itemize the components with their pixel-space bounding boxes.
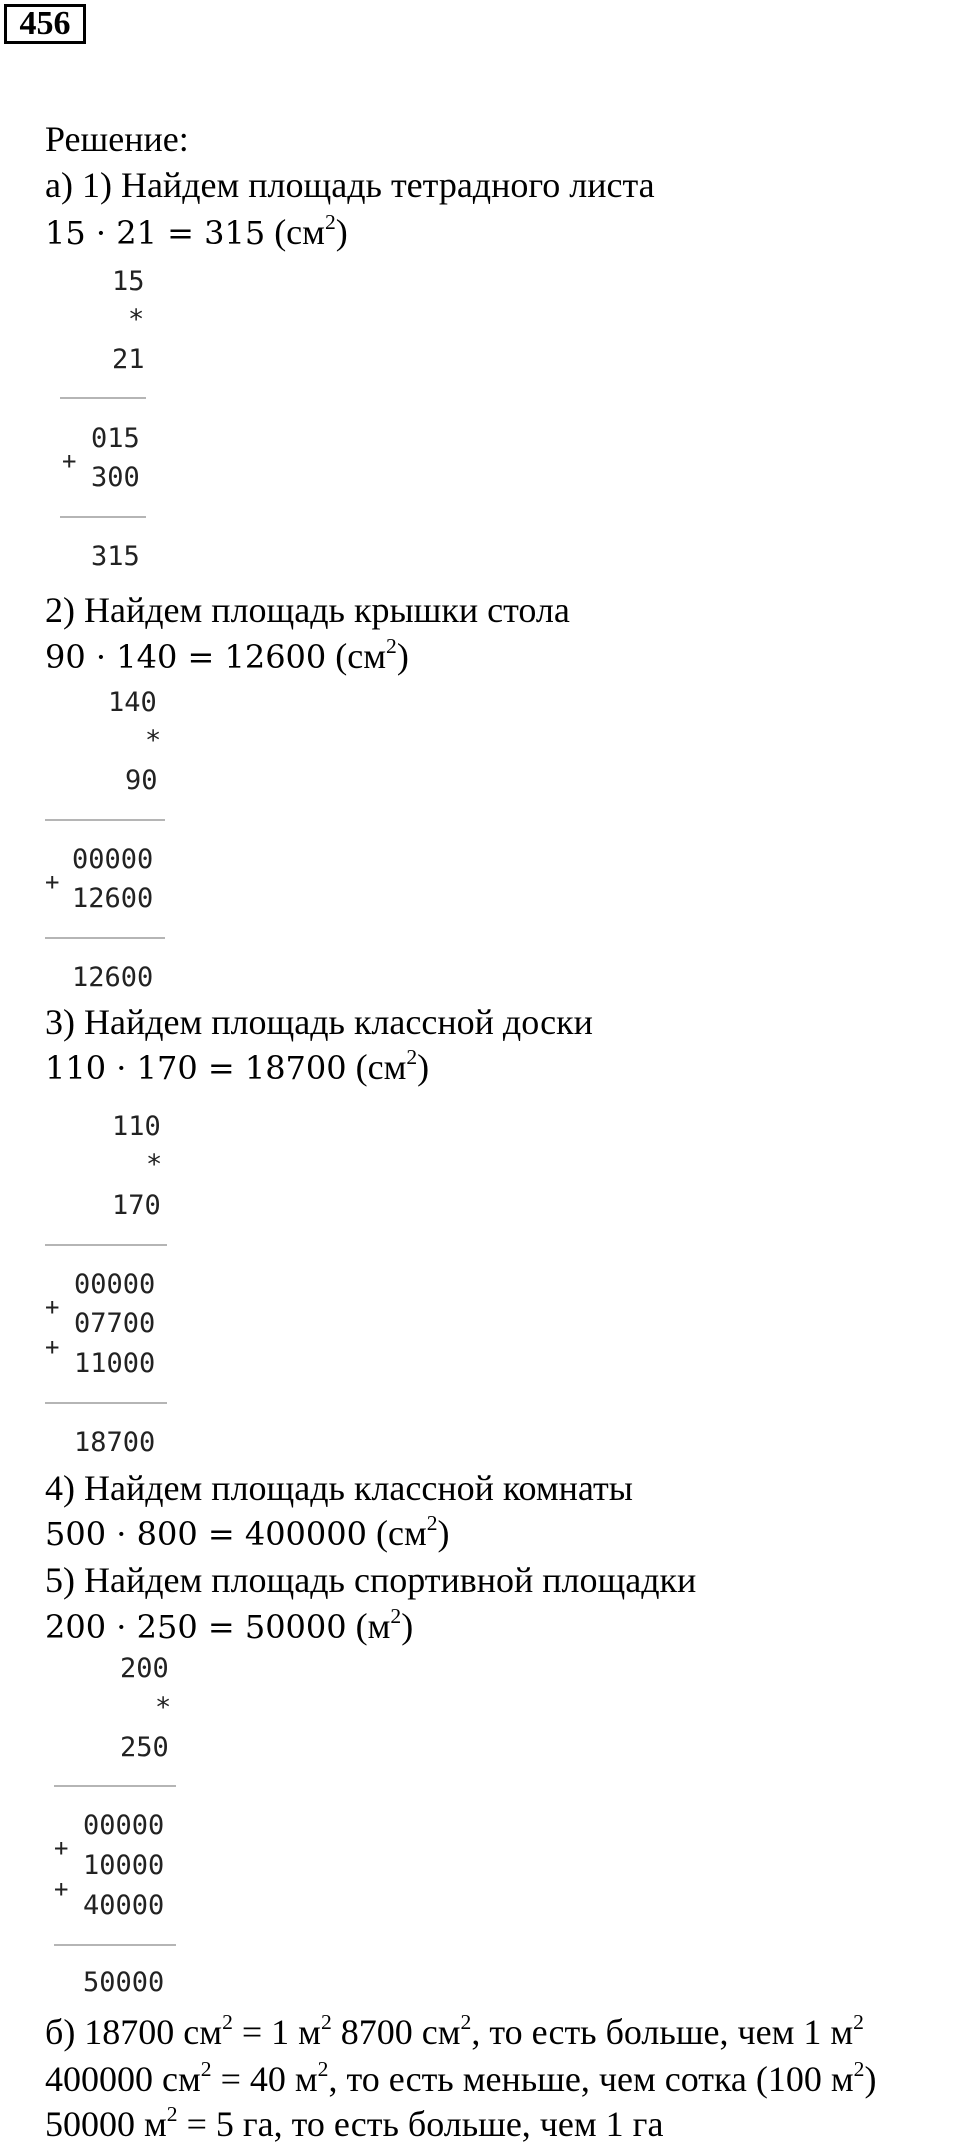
step5-multiplicand: 200 <box>120 1653 169 1684</box>
step1-rule-bottom <box>60 516 146 518</box>
step1-rule-top <box>60 397 146 399</box>
step2-plus-sign: + <box>45 868 60 896</box>
step3-equation-expr: 110 · 170 = 18700 <box>45 1049 347 1087</box>
step1-partial-1: 015 <box>91 423 140 454</box>
part-b-line-3: 50000 $м^2 = 5$ га, то есть больше, чем 1 га <box>45 2101 664 2144</box>
step2-multiply-sign: * <box>145 725 162 756</box>
step3-multiply-sign: * <box>146 1149 163 1180</box>
step1-title: а) 1) Найдем площадь тетрадного листа <box>45 165 655 205</box>
step2-rule-top <box>45 819 165 821</box>
step4-title: 4) Найдем площадь классной комнаты <box>45 1468 633 1508</box>
step3-title: 3) Найдем площадь классной доски <box>45 1002 593 1042</box>
step5-rule-top <box>54 1785 176 1787</box>
step3-rule-bottom <box>45 1402 167 1404</box>
step1-result: 315 <box>91 541 140 572</box>
step3-plus-sign-2: + <box>45 1333 60 1361</box>
step2-unit: $(см^2)$ <box>335 633 409 676</box>
step5-multiplier: 250 <box>120 1732 169 1763</box>
step1-multiply-sign: * <box>128 304 145 335</box>
step3-unit: $(см^2)$ <box>355 1044 430 1087</box>
step3-plus-sign-1: + <box>45 1293 60 1321</box>
solution-heading: Решение: <box>45 119 189 159</box>
step1-multiplier: 21 <box>112 344 145 375</box>
step1-plus-sign: + <box>62 447 77 475</box>
step2-partial-1: 00000 <box>72 844 154 875</box>
step3-partial-2: 07700 <box>74 1308 156 1339</box>
problem-number-badge: 456 <box>4 4 86 44</box>
step5-plus-sign-2: + <box>54 1875 69 1903</box>
step3-partial-3: 11000 <box>74 1348 156 1379</box>
step2-partial-2: 12600 <box>72 883 154 914</box>
step5-equation-expr: 200 · 250 = 50000 <box>45 1608 347 1646</box>
step3-partial-1: 00000 <box>74 1269 156 1300</box>
step1-equation-expr: 15 · 21 = 315 <box>45 214 266 252</box>
step4-equation-expr: 500 · 800 = 400000 <box>45 1515 367 1553</box>
step5-partial-1: 00000 <box>83 1810 165 1841</box>
step3-equation <box>45 1045 429 1090</box>
step5-plus-sign-1: + <box>54 1834 69 1862</box>
step5-title: 5) Найдем площадь спортивной площадки <box>45 1560 697 1600</box>
step2-title: 2) Найдем площадь крышки стола <box>45 590 570 630</box>
step4-equation <box>45 1511 450 1556</box>
step2-equation <box>45 634 409 679</box>
step5-partial-2: 10000 <box>83 1850 165 1881</box>
step1-multiplicand: 15 <box>112 266 145 297</box>
part-b-line-1: б) 18700 $см^2 = 1$ $м^2$ 8700 $см^2$, то есть больше, чем 1 $м^2$ <box>45 2009 864 2052</box>
step1-equation <box>45 210 348 255</box>
step3-multiplier: 170 <box>112 1190 161 1221</box>
step2-equation-expr: 90 · 140 = 12600 <box>45 638 327 676</box>
step2-multiplier: 90 <box>125 765 158 796</box>
step3-multiplicand: 110 <box>112 1111 161 1142</box>
step2-rule-bottom <box>45 937 165 939</box>
step5-equation <box>45 1604 413 1649</box>
step5-result: 50000 <box>83 1967 165 1998</box>
part-b-line-2: 400000 $см^2 = 40$ $м^2$, то есть меньше, чем сотка (100 $м^2$) <box>45 2056 877 2099</box>
step1-partial-2: 300 <box>91 462 140 493</box>
step3-rule-top <box>45 1244 167 1246</box>
step5-rule-bottom <box>54 1944 176 1946</box>
step5-unit: $(м^2)$ <box>355 1603 414 1646</box>
step2-multiplicand: 140 <box>108 687 157 718</box>
step3-result: 18700 <box>74 1427 156 1458</box>
step4-unit: $(см^2)$ <box>375 1510 450 1553</box>
step5-partial-3: 40000 <box>83 1890 165 1921</box>
step5-multiply-sign: * <box>155 1692 172 1723</box>
step1-unit: $(см^2)$ <box>274 209 348 252</box>
step2-result: 12600 <box>72 962 154 993</box>
